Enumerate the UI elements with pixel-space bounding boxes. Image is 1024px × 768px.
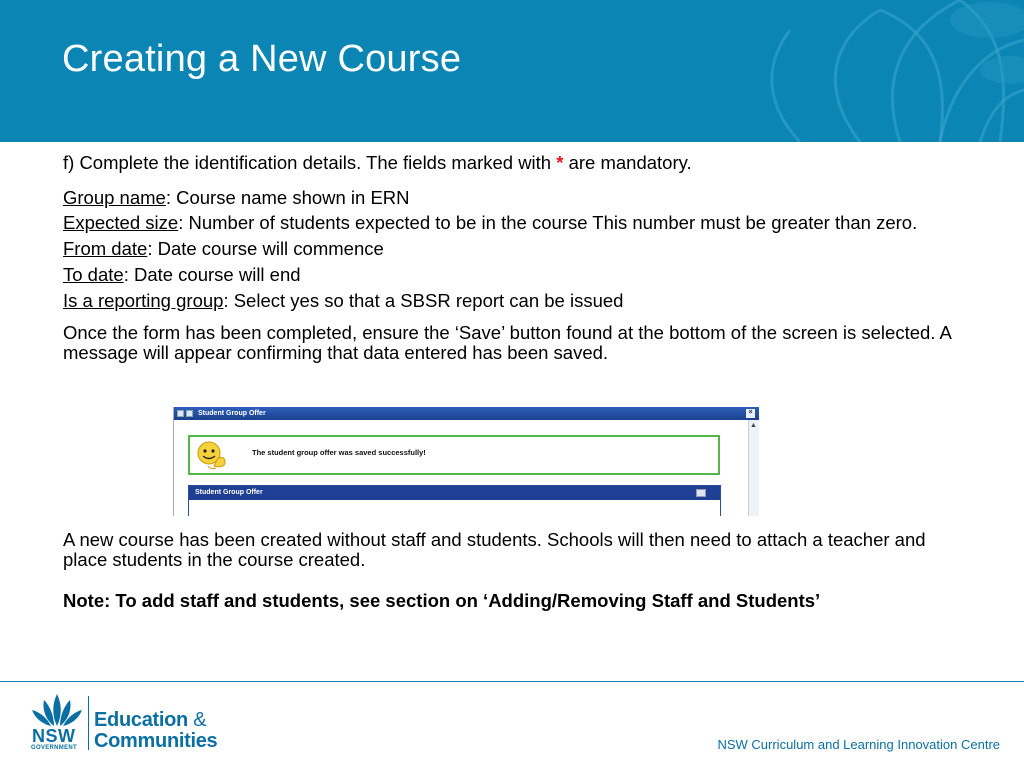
window-restore-icon (186, 410, 193, 417)
field-to-date (63, 264, 963, 285)
waratah-logo-icon (28, 692, 86, 728)
success-message-box (188, 435, 720, 475)
window-menu-icon (177, 410, 184, 417)
intro-text-end: are mandatory. (563, 152, 692, 173)
field-group-name (63, 187, 963, 208)
success-message-text: The student group offer was saved successfully! (252, 448, 426, 457)
scroll-up-icon: ▲ (750, 422, 757, 429)
print-icon (696, 489, 706, 497)
logo-nsw: NSW (32, 726, 76, 746)
logo-amp: & (193, 709, 207, 731)
scrollbar (748, 420, 759, 516)
field-term: Expected size (63, 212, 179, 233)
intro-paragraph (63, 152, 963, 173)
nsw-education-logo (28, 692, 228, 756)
field-reporting-group (63, 290, 963, 311)
slide-content (63, 152, 963, 363)
field-from-date (63, 238, 963, 259)
field-desc: : Course name shown in ERN (165, 187, 410, 208)
save-paragraph: Once the form has been completed, ensure the ‘Save’ button found at the bottom of the screen is selected. A message will appear confirming that data entered has been saved. (63, 322, 951, 363)
field-desc: : Number of students expected to be in the course This number must be greater than zero. (178, 212, 918, 233)
required-asterisk: * (556, 152, 564, 173)
logo-government: GOVERNMENT (31, 745, 78, 751)
logo-org-name (94, 710, 217, 752)
window-titlebar (174, 407, 759, 420)
intro-text: f) Complete the identification details. The fields marked with (63, 152, 557, 173)
header-band (0, 0, 1024, 142)
footer-org-text: NSW Curriculum and Learning Innovation Centre (717, 737, 1000, 752)
logo-line1: Education (94, 709, 188, 731)
student-group-offer-panel (188, 485, 721, 516)
field-term: To date (63, 264, 124, 285)
panel-header (189, 486, 720, 500)
footer-divider (0, 681, 1024, 682)
field-desc: : Select yes so that a SBSR report can be issued (223, 290, 624, 311)
lower-content (63, 530, 963, 611)
field-desc: : Date course will commence (147, 238, 384, 259)
panel-title: Student Group Offer (195, 489, 263, 496)
page-title: Creating a New Course (62, 38, 462, 80)
window-title: Student Group Offer (198, 410, 266, 417)
smiley-thumbs-up-icon (194, 440, 232, 472)
logo-separator (88, 696, 89, 750)
field-term: Is a reporting group (63, 290, 224, 311)
field-desc: : Date course will end (123, 264, 301, 285)
logo-line2: Communities (94, 730, 218, 752)
close-icon: × (746, 409, 755, 418)
field-expected-size (63, 213, 963, 233)
field-term: Group name (63, 187, 166, 208)
after-paragraph: A new course has been created without staff and students. Schools will then need to attach a teacher and place students in the course created. (63, 529, 926, 570)
field-term: From date (63, 238, 148, 259)
note-text: Note: To add staff and students, see section on ‘Adding/Removing Staff and Students’ (63, 590, 821, 611)
saved-confirmation-screenshot (173, 407, 759, 516)
